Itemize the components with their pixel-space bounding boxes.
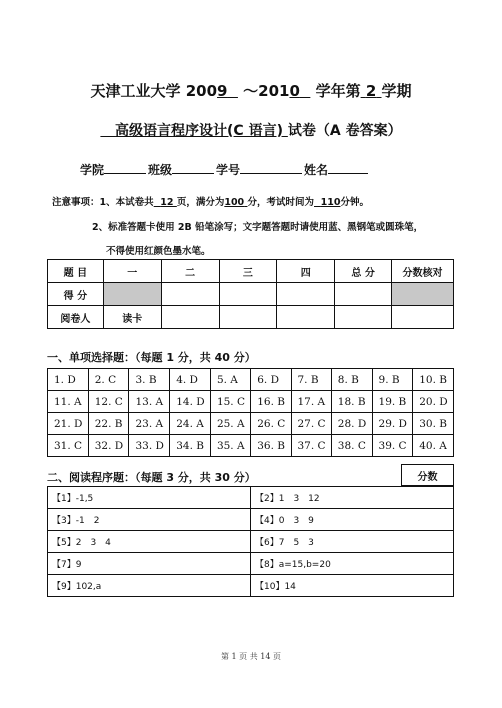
answer-cell: 27. C [291, 413, 331, 435]
answer-cell: 13. A [129, 391, 170, 413]
notice-line-1: 注意事项：1、本试卷共 12 页，满分为100 分，考试时间为 110分钟。 [52, 197, 369, 208]
page-footer: 第 1 页 共 14 页 [221, 652, 281, 661]
reading-row [48, 487, 454, 509]
answer-cell: 31. C [48, 435, 89, 457]
section1-title: 一、单项选择题：（每题 1 分，共 40 分） [47, 351, 256, 364]
score-row-label: 得 分 [48, 283, 104, 306]
answer-row [48, 413, 454, 435]
reading-row [48, 531, 454, 553]
answer-cell: 4. D [170, 369, 211, 391]
reading-cell: 【4】0 3 9 [251, 509, 454, 531]
answer-cell: 35. A [210, 435, 250, 457]
student-info: 学院 班级 学号 姓名 [80, 161, 370, 178]
notice-line-3: 不得使用红颜色墨水笔。 [106, 246, 211, 257]
reading-row [48, 509, 454, 531]
answer-cell: 40. A [413, 435, 454, 457]
answer-cell: 10. B [413, 369, 454, 391]
answer-cell: 29. D [372, 413, 413, 435]
grader-row [48, 306, 454, 329]
answer-cell: 25. A [210, 413, 250, 435]
answer-cell: 5. A [210, 369, 250, 391]
answer-cell: 21. D [48, 413, 89, 435]
reading-cell: 【8】a=15,b=20 [251, 553, 454, 575]
reading-cell: 【6】7 5 3 [251, 531, 454, 553]
header-cell: 题 目 [48, 260, 104, 283]
reading-cell: 【10】14 [251, 575, 454, 597]
reading-cell: 【1】-1,5 [48, 487, 251, 509]
score-cell [277, 283, 335, 306]
reading-cell: 【5】2 3 4 [48, 531, 251, 553]
exam-title: 天津工业大学 2009 ～2010 学年第 2 学期 [90, 82, 412, 100]
score-table-header [48, 260, 454, 283]
answer-cell: 33. D [129, 435, 170, 457]
score-row [48, 283, 454, 306]
grader-cell [277, 306, 335, 329]
grader-cell [219, 306, 277, 329]
answer-cell: 23. A [129, 413, 170, 435]
section2-score-label: 分数 [402, 465, 454, 486]
answer-cell: 37. C [291, 435, 331, 457]
answer-cell: 36. B [251, 435, 291, 457]
answer-cell: 3. B [129, 369, 170, 391]
notice-line-2: 2、标准答题卡使用 2B 铅笔涂写；文字题答题时请使用蓝、黑钢笔或圆珠笔， [92, 222, 424, 233]
score-cell [103, 283, 161, 306]
answer-cell: 26. C [251, 413, 291, 435]
grader-cell [335, 306, 392, 329]
reading-row [48, 575, 454, 597]
header-cell: 分数核对 [392, 260, 454, 283]
grader-cell [161, 306, 219, 329]
answer-cell: 16. B [251, 391, 291, 413]
answer-cell: 38. C [331, 435, 372, 457]
answer-cell: 2. C [88, 369, 129, 391]
grader-row-label: 阅卷人 [48, 306, 104, 329]
reading-cell: 【7】9 [48, 553, 251, 575]
reading-answer-table [47, 486, 454, 597]
card-cell: 读卡 [103, 306, 161, 329]
answer-row [48, 369, 454, 391]
answer-cell: 22. B [88, 413, 129, 435]
answer-cell: 11. A [48, 391, 89, 413]
score-table [47, 259, 454, 329]
score-cell [161, 283, 219, 306]
answer-cell: 6. D [251, 369, 291, 391]
header-cell: 四 [277, 260, 335, 283]
section2-score-box [401, 464, 454, 486]
answer-cell: 17. A [291, 391, 331, 413]
answer-row [48, 391, 454, 413]
answer-cell: 12. C [88, 391, 129, 413]
score-cell [219, 283, 277, 306]
answer-cell: 19. B [372, 391, 413, 413]
section2-title: 二、阅读程序题：（每题 3 分，共 30 分） [47, 471, 256, 484]
header-cell: 一 [103, 260, 161, 283]
reading-cell: 【2】1 3 12 [251, 487, 454, 509]
header-cell: 二 [161, 260, 219, 283]
answer-cell: 28. D [331, 413, 372, 435]
answer-cell: 30. B [413, 413, 454, 435]
header-cell: 总 分 [335, 260, 392, 283]
answer-cell: 15. C [210, 391, 250, 413]
answer-cell: 1. D [48, 369, 89, 391]
exam-subtitle: 高级语言程序设计(C 语言) 试卷（A 卷答案） [115, 123, 402, 139]
score-cell [335, 283, 392, 306]
answer-row [48, 435, 454, 457]
answer-cell: 39. C [372, 435, 413, 457]
answer-cell: 34. B [170, 435, 211, 457]
reading-row [48, 553, 454, 575]
choice-answer-table [47, 368, 454, 457]
answer-cell: 14. D [170, 391, 211, 413]
answer-cell: 20. D [413, 391, 454, 413]
score-cell [392, 283, 454, 306]
answer-cell: 32. D [88, 435, 129, 457]
header-cell: 三 [219, 260, 277, 283]
reading-cell: 【3】-1 2 [48, 509, 251, 531]
answer-cell: 24. A [170, 413, 211, 435]
grader-cell [392, 306, 454, 329]
reading-cell: 【9】102,a [48, 575, 251, 597]
answer-cell: 18. B [331, 391, 372, 413]
answer-cell: 8. B [331, 369, 372, 391]
answer-cell: 7. B [291, 369, 331, 391]
answer-cell: 9. B [372, 369, 413, 391]
